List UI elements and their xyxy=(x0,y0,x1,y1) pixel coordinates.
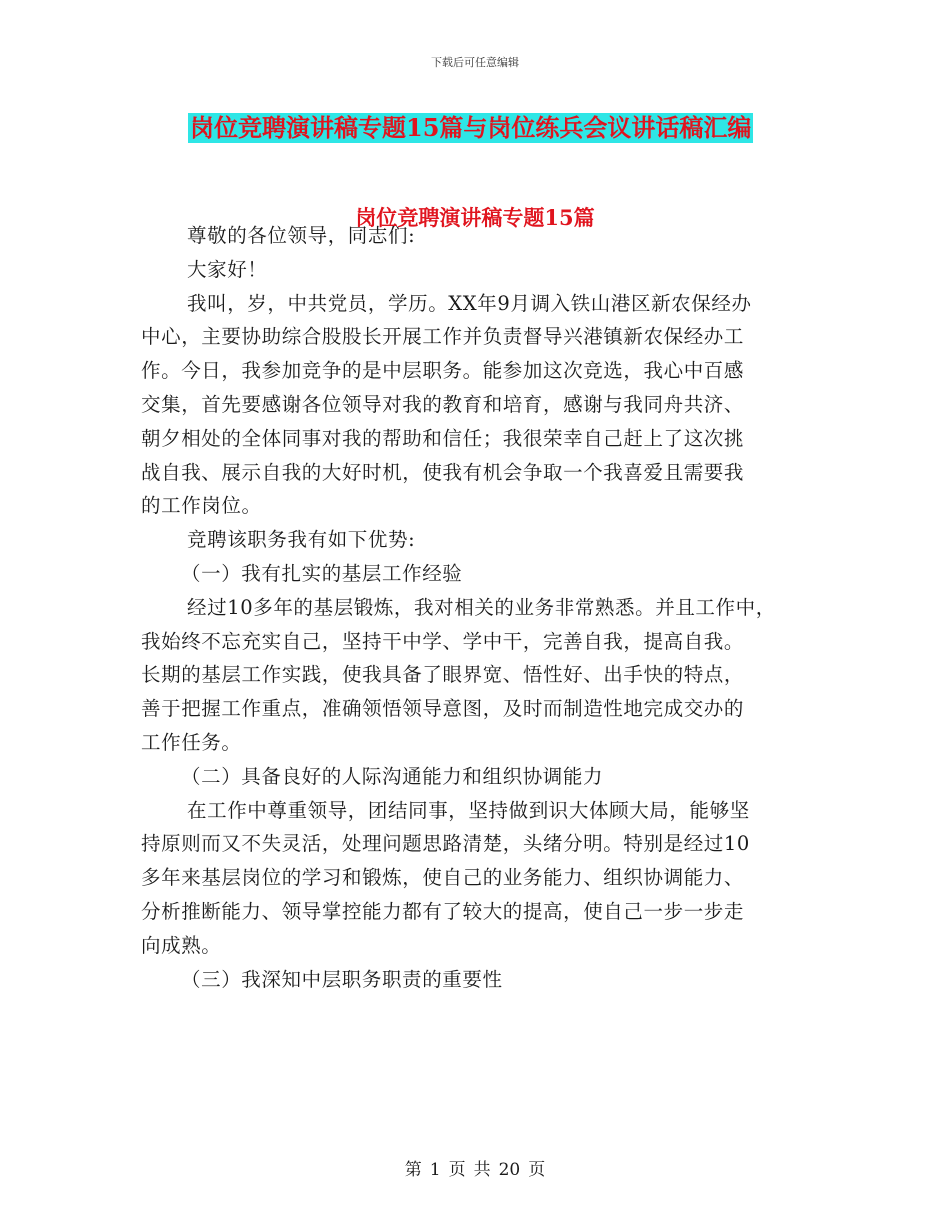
body-line: 朝夕相处的全体同事对我的帮助和信任；我很荣幸自己赶上了这次挑 xyxy=(141,426,745,450)
body-line: 善于把握工作重点，准确领悟领导意图，及时而制造性地完成交办的 xyxy=(141,697,745,721)
footer-total-pages: 20 xyxy=(498,1160,521,1180)
footer-label-page: 第 xyxy=(404,1160,422,1180)
body-line: 经过10多年的基层锻炼，我对相关的业务非常熟悉。并且工作中， xyxy=(187,595,776,619)
footer-label-unit: 页 xyxy=(448,1160,466,1180)
body-line: 尊敬的各位领导，同志们: xyxy=(187,224,416,247)
body-line: 持原则而又不失灵活，处理问题思路清楚，头绪分明。特别是经过10 xyxy=(141,832,750,856)
footer-label-total: 共 xyxy=(473,1160,491,1180)
page-footer xyxy=(0,1155,950,1180)
body-line: 分析推断能力、领导掌控能力都有了较大的提高，使自己一步一步走 xyxy=(141,900,745,923)
body-line: 在工作中尊重领导，团结同事，坚持做到识大体顾大局，能够坚 xyxy=(187,798,750,822)
body-line: 作。今日，我参加竞争的是中层职务。能参加这次竞选，我心中百感 xyxy=(141,359,745,383)
body-line: 大家好！ xyxy=(187,257,268,281)
body-line: （一）我有扎实的基层工作经验 xyxy=(181,562,463,585)
main-title: 岗位竞聘演讲稿专题15篇与岗位练兵会议讲话稿汇编 xyxy=(190,113,752,142)
body-line: 工作任务。 xyxy=(141,731,242,754)
body-line: 中心，主要协助综合股股长开展工作并负责督导兴港镇新农保经办工 xyxy=(141,325,745,349)
body-line: 的工作岗位。 xyxy=(141,494,262,518)
body-line: 我始终不忘充实自己，坚持干中学、学中干，完善自我，提高自我。 xyxy=(141,629,745,653)
body-line: 交集，首先要感谢各位领导对我的教育和培育，感谢与我同舟共济、 xyxy=(141,393,745,416)
body-line: 多年来基层岗位的学习和锻炼，使自己的业务能力、组织协调能力、 xyxy=(141,866,745,890)
header-note: 下载后可任意编辑 xyxy=(431,56,519,69)
footer-page-number: 1 xyxy=(429,1160,441,1180)
sub-title: 岗位竞聘演讲稿专题15篇 xyxy=(355,205,595,230)
body-line: 战自我、展示自我的大好时机，使我有机会争取一个我喜爱且需要我 xyxy=(141,460,745,484)
body-line: 竞聘该职务我有如下优势: xyxy=(187,528,416,552)
body-line: 我叫，岁，中共党员，学历。XX年9月调入铁山港区新农保经办 xyxy=(187,291,752,315)
body-line: （三）我深知中层职务职责的重要性 xyxy=(181,967,503,991)
body-line: （二）具备良好的人际沟通能力和组织协调能力 xyxy=(181,764,604,788)
footer-label-unit2: 页 xyxy=(528,1160,546,1180)
body-line: 向成熟。 xyxy=(141,933,222,957)
body-line: 长期的基层工作实践，使我具备了眼界宽、悟性好、出手快的特点， xyxy=(141,663,745,687)
